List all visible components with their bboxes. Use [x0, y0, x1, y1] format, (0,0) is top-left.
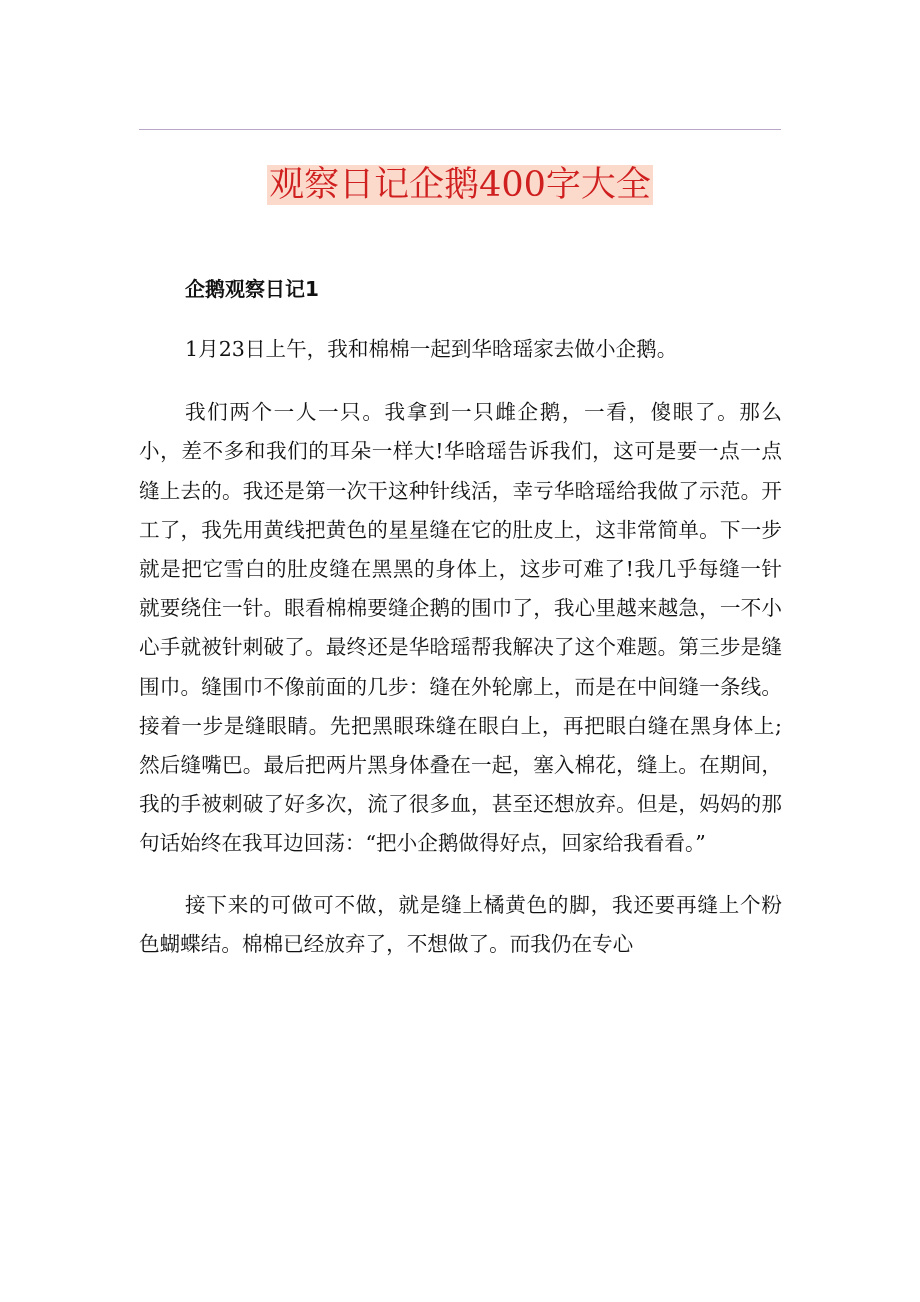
paragraph-2: 我们两个一人一只。我拿到一只雌企鹅，一看，傻眼了。那么小，差不多和我们的耳朵一样大!华晗瑶告诉我们，这可是要一点一点缝上去的。我还是第一次干这种针线活，幸亏华晗瑶给我做了示范。开工了，我先用黄线把黄色的星星缝在它的肚皮上，这非常简单。下一步就是把它雪白的肚皮缝在黑黑的身体上，这步可难了!我几乎每缝一针就要绕住一针。眼看棉棉要缝企鹅的围巾了，我心里越来越急，一不小心手就被针刺破了。最终还是华晗瑶帮我解决了这个难题。第三步是缝围巾。缝围巾不像前面的几步：缝在外轮廓上，而是在中间缝一条线。接着一步是缝眼睛。先把黑眼珠缝在眼白上，再把眼白缝在黑身体上;然后缝嘴巴。最后把两片黑身体叠在一起，塞入棉花，缝上。在期间，我的手被刺破了好多次，流了很多血，甚至还想放弃。但是，妈妈的那句话始终在我耳边回荡：“把小企鹅做得好点，回家给我看看。” [139, 400, 782, 856]
document-body [139, 270, 782, 986]
header-divider [139, 129, 781, 130]
paragraph-1: 1月23日上午，我和棉棉一起到华晗瑶家去做小企鹅。 [185, 337, 678, 361]
page-title-text: 观察日记企鹅400字大全 [269, 165, 651, 205]
section-heading: 企鹅观察日记1 [185, 277, 319, 301]
paragraph-3: 接下来的可做可不做，就是缝上橘黄色的脚，我还要再缝上个粉色蝴蝶结。棉棉已经放弃了，不想做了。而我仍在专心 [139, 892, 782, 956]
page-title [0, 163, 920, 207]
